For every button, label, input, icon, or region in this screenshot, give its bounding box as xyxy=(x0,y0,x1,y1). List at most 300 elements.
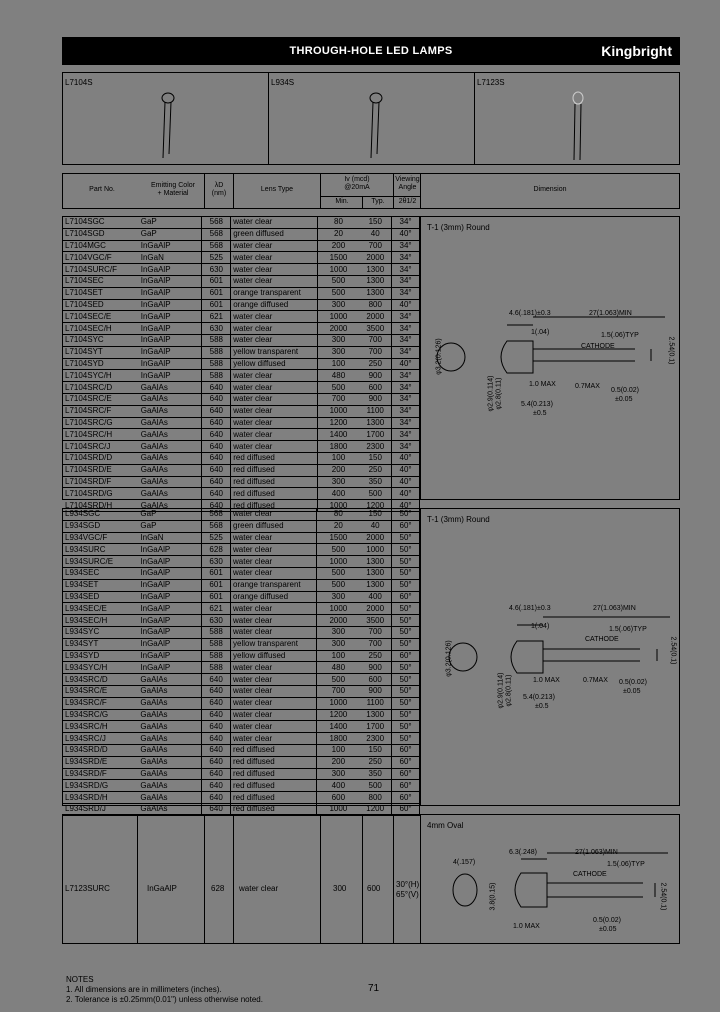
iv-min: 80 xyxy=(317,509,359,520)
part-no: L934SRC/D xyxy=(65,674,108,684)
iv-min: 500 xyxy=(317,579,359,591)
viewing-angle: 50° xyxy=(392,615,420,627)
material: InGaAlP xyxy=(140,347,171,357)
viewing-angle: 50° xyxy=(392,638,420,650)
header-bar xyxy=(62,37,680,65)
table-row xyxy=(63,323,420,335)
iv-min: 300 xyxy=(317,476,359,488)
material: GaAlAs xyxy=(140,441,168,451)
part-no: L934SET xyxy=(65,580,99,590)
lens-type: orange diffused xyxy=(233,591,289,601)
wavelength: 640 xyxy=(202,685,231,697)
viewing-angle: 40° xyxy=(392,358,420,370)
wavelength: 588 xyxy=(202,334,231,346)
wavelength: 640 xyxy=(202,744,231,756)
part-no: L934SRD/H xyxy=(65,792,108,802)
iv-min: 500 xyxy=(317,275,359,287)
iv-typ: 700 xyxy=(368,639,382,649)
part-no: L934SRC/E xyxy=(65,686,108,696)
iv-typ: 1700 xyxy=(366,721,385,731)
iv-typ: 800 xyxy=(368,299,382,309)
iv-min: 1000 xyxy=(317,405,359,417)
material: GaP xyxy=(140,229,157,239)
table-row xyxy=(63,334,420,346)
part-no: L934SRC/F xyxy=(65,698,107,708)
material: GaAlAs xyxy=(140,780,168,790)
iv-typ: 150 xyxy=(368,217,382,227)
table-row xyxy=(63,615,420,627)
wavelength: 601 xyxy=(202,287,231,299)
iv-min: 480 xyxy=(317,370,359,382)
table-row xyxy=(63,697,420,709)
iv-typ: 40 xyxy=(370,229,380,239)
wavelength: 525 xyxy=(202,532,231,544)
part-no: L7104SRD/F xyxy=(65,476,112,486)
iv-typ: 1700 xyxy=(366,429,385,439)
material: GaAlAs xyxy=(140,721,168,731)
viewing-angle: 34° xyxy=(392,287,420,299)
lens-type: water clear xyxy=(233,276,273,286)
part-no: L7104SRD/H xyxy=(65,500,113,510)
material: GaAlAs xyxy=(140,733,168,743)
iv-typ: 700 xyxy=(368,240,382,250)
wavelength: 630 xyxy=(202,556,231,568)
iv-min: 300 xyxy=(317,334,359,346)
material: InGaAlP xyxy=(140,591,171,601)
section-3: 4mm Oval L7123SURC InGaAlP 628 water clear 300 600 30°(H) 65°(V) 4(.157) 6.3(.248) 27(1.063)MIN 1.5(.06)TYP CATHODE 3.8(0.15) 2.54(0.1) 1.0 MAX 0.5(0.02) ±0.05 xyxy=(62,814,680,944)
material: GaAlAs xyxy=(140,674,168,684)
viewing-angle: 50° xyxy=(392,556,420,568)
section-1: T-1 (3mm) Round L7104SGC GaP 568 water clear 80 150 34° L7104SGD GaP 568 green diffused 20 40 40° L7104MGC InGaAlP 568 water clear 200 700 34° L7104VGC/F InGaN 525 water clear 1500 2000 34° L7104SURC/F InGaAlP 630 water clear 1000 1300 34° L7104SEC InGaAlP 601 water clear 500 1300 34° L7104SET InGaAlP 601 orange transparent 500 1300 34° L7104SED InGaAlP 601 orange diffused 300 800 40° L7104SEC/E InGaAlP 621 water clear 1000 2000 34° L7104SEC/H InGaAlP 630 water clear 2000 3500 34° L7104SYC InGaAlP 588 water clear 300 700 34° L7104SYT InGaAlP 588 yellow transparent 300 700 34° L7104SYD InGaAlP 588 yellow diffused 100 250 40° L7104SYC/H InGaAlP 588 water clear 480 900 34° L7104SRC/D GaAlAs 640 water clear 500 600 34° L7104SRC/E GaAlAs 640 water clear 700 900 34° L7104SRC/F GaAlAs 640 water clear 1000 1100 34° L7104SRC/G GaAlAs 640 water clear 1200 1300 34° L7104SRC/H GaAlAs 640 water clear 1400 1700 34° L7104SRC/J GaAlAs 640 water clear 1800 2300 34° L7104SRD/D GaAlAs 640 red diffused 100 150 40° L7104SRD/E GaAlAs 640 red diffused 200 250 40° L7104SRD/F GaAlAs 640 red diffused 300 350 40° L7104SRD/G GaAlAs 640 red diffused 400 500 40° L7104SRD/H GaAlAs 640 red diffused 1000 1200 40° 4.6(.181)±0.3 27(1.063)MIN 1(.04) 1.5(.06)TYP CATHODE 2.54(0.1) φ3.2(0.126) φ2.9(0.114) φ2.8(0.11) 1.0 MAX 0.7MAX 0.5(0.02) ±0.05 5.4(0.213) ±0.5 xyxy=(62,216,680,500)
table-row xyxy=(63,252,420,264)
viewing-angle: 40° xyxy=(392,228,420,240)
product-label-1: L7104S xyxy=(65,78,93,87)
table-row xyxy=(63,358,420,370)
lens-type: water clear xyxy=(233,556,273,566)
iv-typ: 1000 xyxy=(366,544,385,554)
iv-typ: 1300 xyxy=(366,417,385,427)
iv-min: 100 xyxy=(317,744,359,756)
material: GaAlAs xyxy=(140,429,168,439)
lens-type: water clear xyxy=(233,370,273,380)
wavelength: 640 xyxy=(202,768,231,780)
table-row xyxy=(63,311,420,323)
wavelength: 640 xyxy=(202,780,231,792)
viewing-angle: 34° xyxy=(392,264,420,276)
col-dimension: Dimension xyxy=(533,186,567,193)
table-row xyxy=(63,768,420,780)
iv-typ: 2300 xyxy=(366,733,385,743)
viewing-angle: 40° xyxy=(392,464,420,476)
lens-type: orange transparent xyxy=(233,580,301,590)
part-no: L7104SRC/G xyxy=(65,417,113,427)
part-no: L934SRD/F xyxy=(65,768,107,778)
viewing-angle: 60° xyxy=(392,768,420,780)
part-no: L934SRC/H xyxy=(65,721,108,731)
part-no: L934SURC/E xyxy=(65,556,114,566)
product-label-2: L934S xyxy=(271,78,295,87)
part-no: L7104SET xyxy=(65,288,103,298)
material: InGaAlP xyxy=(140,662,171,672)
notes-title: NOTES xyxy=(66,975,94,984)
table-row xyxy=(63,662,420,674)
page-number: 71 xyxy=(368,983,380,994)
lens-type: water clear xyxy=(233,217,273,227)
material: InGaAlP xyxy=(140,288,171,298)
material: GaAlAs xyxy=(140,745,168,755)
lens-type: red diffused xyxy=(233,453,275,463)
iv-min: 300 xyxy=(317,626,359,638)
iv-typ: 900 xyxy=(368,662,382,672)
table-row xyxy=(63,382,420,394)
viewing-angle: 34° xyxy=(392,370,420,382)
lens-type: red diffused xyxy=(233,488,275,498)
material: InGaAlP xyxy=(140,335,171,345)
material: GaAlAs xyxy=(140,698,168,708)
note-2: 2. Tolerance is ±0.25mm(0.01") unless otherwise noted. xyxy=(66,995,263,1004)
material: GaAlAs xyxy=(140,453,168,463)
lens-type: water clear xyxy=(233,441,273,451)
table-row xyxy=(63,476,420,488)
part-no: L7104SGC xyxy=(65,217,105,227)
material: GaAlAs xyxy=(140,394,168,404)
viewing-angle: 50° xyxy=(392,544,420,556)
iv-typ: 350 xyxy=(368,768,382,778)
viewing-angle: 50° xyxy=(392,697,420,709)
iv-typ: 700 xyxy=(368,335,382,345)
wavelength: 640 xyxy=(202,405,231,417)
part-no: L7104SRD/E xyxy=(65,465,112,475)
iv-min: 500 xyxy=(317,287,359,299)
viewing-angle: 34° xyxy=(392,275,420,287)
part-no: L934SRD/D xyxy=(65,745,108,755)
iv-typ: 3500 xyxy=(366,615,385,625)
iv-typ: 1300 xyxy=(366,264,385,274)
lens-type: water clear xyxy=(233,382,273,392)
table-row xyxy=(63,464,420,476)
led-3mm-image xyxy=(153,88,183,160)
wavelength: 568 xyxy=(202,217,231,228)
iv-min: 20 xyxy=(317,228,359,240)
note-1: 1. All dimensions are in millimeters (inches). xyxy=(66,985,222,994)
col-iv: Iv (mcd) @20mA xyxy=(344,176,370,192)
wavelength: 640 xyxy=(202,500,231,512)
iv-min: 100 xyxy=(317,358,359,370)
iv-min: 500 xyxy=(317,382,359,394)
lens-type: water clear xyxy=(233,394,273,404)
viewing-angle: 34° xyxy=(392,393,420,405)
viewing-angle: 50° xyxy=(392,709,420,721)
viewing-angle: 50° xyxy=(392,721,420,733)
part-no: L934VGC/F xyxy=(65,532,108,542)
part-no: L934SRD/J xyxy=(65,804,106,814)
lens-type: water clear xyxy=(233,544,273,554)
wavelength: 621 xyxy=(202,603,231,615)
iv-typ: 250 xyxy=(368,650,382,660)
lens-type: red diffused xyxy=(233,792,275,802)
iv-typ: 1300 xyxy=(366,288,385,298)
wavelength: 525 xyxy=(202,252,231,264)
col-lens: Lens Type xyxy=(260,186,294,193)
table-row xyxy=(63,346,420,358)
lens-type: water clear xyxy=(233,406,273,416)
viewing-angle: 50° xyxy=(392,685,420,697)
table-row xyxy=(63,299,420,311)
col-min: Min. xyxy=(335,198,349,205)
wavelength: 628 xyxy=(202,544,231,556)
table-row xyxy=(63,520,420,532)
table-row xyxy=(63,780,420,792)
wavelength: 588 xyxy=(202,662,231,674)
page-title: THROUGH-HOLE LED LAMPS xyxy=(289,45,453,57)
viewing-angle: 34° xyxy=(392,346,420,358)
wavelength: 630 xyxy=(202,323,231,335)
iv-typ: 2000 xyxy=(366,311,385,321)
iv-min: 1000 xyxy=(317,556,359,568)
material: GaP xyxy=(140,217,157,227)
section-3-label: 4mm Oval xyxy=(427,821,464,830)
viewing-angle: 34° xyxy=(392,405,420,417)
iv-typ: 250 xyxy=(368,465,382,475)
lens-type: red diffused xyxy=(233,768,275,778)
iv-min: 700 xyxy=(317,393,359,405)
lens-type: red diffused xyxy=(233,780,275,790)
iv-typ: 150 xyxy=(368,745,382,755)
part-no: L934SYD xyxy=(65,650,100,660)
wavelength: 640 xyxy=(202,476,231,488)
lens-type: water clear xyxy=(233,252,273,262)
section-2-table xyxy=(63,509,420,816)
iv-typ: 350 xyxy=(368,476,382,486)
wavelength: 621 xyxy=(202,311,231,323)
part-no: L7104SRC/H xyxy=(65,429,113,439)
wavelength: 640 xyxy=(202,429,231,441)
iv-min: 400 xyxy=(317,780,359,792)
wavelength: 640 xyxy=(202,452,231,464)
viewing-angle: 50° xyxy=(392,733,420,745)
lens-type: red diffused xyxy=(233,476,275,486)
lens-type: yellow diffused xyxy=(233,358,286,368)
iv-typ: 40 xyxy=(370,521,380,531)
wavelength: 640 xyxy=(202,721,231,733)
viewing-angle: 60° xyxy=(392,792,420,804)
iv-min: 200 xyxy=(317,464,359,476)
viewing-angle: 50° xyxy=(392,567,420,579)
iv-min: 1200 xyxy=(317,417,359,429)
col-typ: Typ. xyxy=(371,198,385,205)
viewing-angle: 50° xyxy=(392,626,420,638)
iv-min: 1400 xyxy=(317,429,359,441)
s3-part: L7123SURC xyxy=(65,884,110,893)
material: InGaAlP xyxy=(140,370,171,380)
iv-typ: 700 xyxy=(368,627,382,637)
iv-min: 1200 xyxy=(317,709,359,721)
iv-typ: 2000 xyxy=(366,603,385,613)
wavelength: 640 xyxy=(202,733,231,745)
viewing-angle: 60° xyxy=(392,650,420,662)
iv-min: 300 xyxy=(317,591,359,603)
iv-typ: 1200 xyxy=(366,804,385,814)
part-no: L934SED xyxy=(65,591,100,601)
iv-min: 20 xyxy=(317,520,359,532)
lens-type: water clear xyxy=(233,417,273,427)
viewing-angle: 40° xyxy=(392,452,420,464)
material: GaAlAs xyxy=(140,500,168,510)
section-2-label: T-1 (3mm) Round xyxy=(427,515,490,524)
lens-type: green diffused xyxy=(233,521,284,531)
material: GaAlAs xyxy=(140,476,168,486)
iv-min: 300 xyxy=(317,346,359,358)
wavelength: 568 xyxy=(202,509,231,520)
table-row xyxy=(63,709,420,721)
table-row xyxy=(63,441,420,453)
material: GaAlAs xyxy=(140,792,168,802)
material: GaAlAs xyxy=(140,686,168,696)
iv-min: 1800 xyxy=(317,441,359,453)
iv-typ: 1300 xyxy=(366,709,385,719)
material: GaAlAs xyxy=(140,709,168,719)
part-no: L7104SED xyxy=(65,299,104,309)
viewing-angle: 34° xyxy=(392,240,420,252)
table-row xyxy=(63,240,420,252)
lens-type: red diffused xyxy=(233,757,275,767)
iv-typ: 1200 xyxy=(366,500,385,510)
part-no: L934SRC/J xyxy=(65,733,106,743)
wavelength: 588 xyxy=(202,626,231,638)
viewing-angle: 50° xyxy=(392,674,420,686)
wavelength: 640 xyxy=(202,756,231,768)
s3-wavelength: 628 xyxy=(211,884,225,893)
lens-type: water clear xyxy=(233,264,273,274)
iv-min: 1500 xyxy=(317,532,359,544)
col-emitting: Emitting Color + Material xyxy=(151,182,195,198)
product-label-3: L7123S xyxy=(477,78,505,87)
material: InGaAlP xyxy=(140,639,171,649)
lens-type: orange transparent xyxy=(233,288,301,298)
material: GaAlAs xyxy=(140,488,168,498)
material: InGaN xyxy=(140,532,164,542)
table-row xyxy=(63,733,420,745)
product-images-box xyxy=(62,72,680,165)
iv-min: 200 xyxy=(317,756,359,768)
table-row xyxy=(63,509,420,520)
wavelength: 588 xyxy=(202,358,231,370)
part-no: L934SRD/G xyxy=(65,780,109,790)
iv-typ: 1300 xyxy=(366,556,385,566)
material: InGaAlP xyxy=(140,615,171,625)
material: InGaAlP xyxy=(140,311,171,321)
wavelength: 601 xyxy=(202,591,231,603)
material: InGaAlP xyxy=(140,568,171,578)
iv-typ: 400 xyxy=(368,591,382,601)
dimension-drawing-2 xyxy=(425,599,679,739)
part-no: L7104SGD xyxy=(65,229,105,239)
section-1-table xyxy=(63,217,420,512)
part-no: L934SGC xyxy=(65,509,101,519)
led-3mm-image-2 xyxy=(361,88,391,160)
viewing-angle: 34° xyxy=(392,217,420,228)
table-row xyxy=(63,370,420,382)
wavelength: 640 xyxy=(202,697,231,709)
wavelength: 568 xyxy=(202,228,231,240)
part-no: L934SYC xyxy=(65,627,100,637)
wavelength: 630 xyxy=(202,264,231,276)
iv-typ: 800 xyxy=(368,792,382,802)
wavelength: 640 xyxy=(202,709,231,721)
lens-type: yellow transparent xyxy=(233,347,299,357)
lens-type: water clear xyxy=(233,311,273,321)
lens-type: yellow transparent xyxy=(233,639,298,649)
table-row xyxy=(63,264,420,276)
part-no: L7104SRD/G xyxy=(65,488,113,498)
material: InGaAlP xyxy=(140,299,171,309)
table-row xyxy=(63,405,420,417)
table-row xyxy=(63,532,420,544)
wavelength: 588 xyxy=(202,650,231,662)
viewing-angle: 60° xyxy=(392,756,420,768)
table-row xyxy=(63,393,420,405)
wavelength: 640 xyxy=(202,393,231,405)
iv-min: 500 xyxy=(317,567,359,579)
part-no: L934SRC/G xyxy=(65,709,109,719)
part-no: L934SEC/H xyxy=(65,615,108,625)
iv-typ: 250 xyxy=(368,358,382,368)
material: InGaAlP xyxy=(140,556,171,566)
iv-typ: 1100 xyxy=(366,698,384,708)
table-row xyxy=(63,417,420,429)
viewing-angle: 50° xyxy=(392,509,420,520)
dimension-drawing-3 xyxy=(443,845,673,935)
table-row xyxy=(63,287,420,299)
col-angle-unit: 2θ1/2 xyxy=(398,198,417,205)
wavelength: 588 xyxy=(202,638,231,650)
part-no: L934SYT xyxy=(65,639,99,649)
led-oval-image xyxy=(563,88,593,160)
iv-typ: 1300 xyxy=(366,568,385,578)
iv-typ: 500 xyxy=(368,780,382,790)
material: InGaAlP xyxy=(140,264,171,274)
viewing-angle: 40° xyxy=(392,488,420,500)
part-no: L7104MGC xyxy=(65,240,106,250)
part-no: L934SGD xyxy=(65,521,101,531)
viewing-angle: 60° xyxy=(392,803,420,815)
lens-type: water clear xyxy=(233,509,273,519)
part-no: L7104SRD/D xyxy=(65,453,113,463)
viewing-angle: 50° xyxy=(392,662,420,674)
iv-typ: 900 xyxy=(368,370,382,380)
wavelength: 640 xyxy=(202,417,231,429)
lens-type: water clear xyxy=(233,721,273,731)
material: InGaAlP xyxy=(140,603,171,613)
brand-logo: Kingbright xyxy=(601,43,672,59)
iv-min: 1000 xyxy=(317,500,359,512)
wavelength: 640 xyxy=(202,792,231,804)
part-no: L7104SYC/H xyxy=(65,370,112,380)
material: InGaAlP xyxy=(140,358,171,368)
material: InGaAlP xyxy=(140,544,171,554)
wavelength: 568 xyxy=(202,240,231,252)
iv-typ: 1100 xyxy=(366,406,384,416)
viewing-angle: 34° xyxy=(392,252,420,264)
iv-min: 2000 xyxy=(317,615,359,627)
lens-type: water clear xyxy=(233,615,273,625)
material: GaAlAs xyxy=(140,465,168,475)
table-row xyxy=(63,567,420,579)
lens-type: water clear xyxy=(233,568,273,578)
part-no: L7104SRC/D xyxy=(65,382,113,392)
wavelength: 630 xyxy=(202,615,231,627)
iv-min: 1000 xyxy=(317,603,359,615)
